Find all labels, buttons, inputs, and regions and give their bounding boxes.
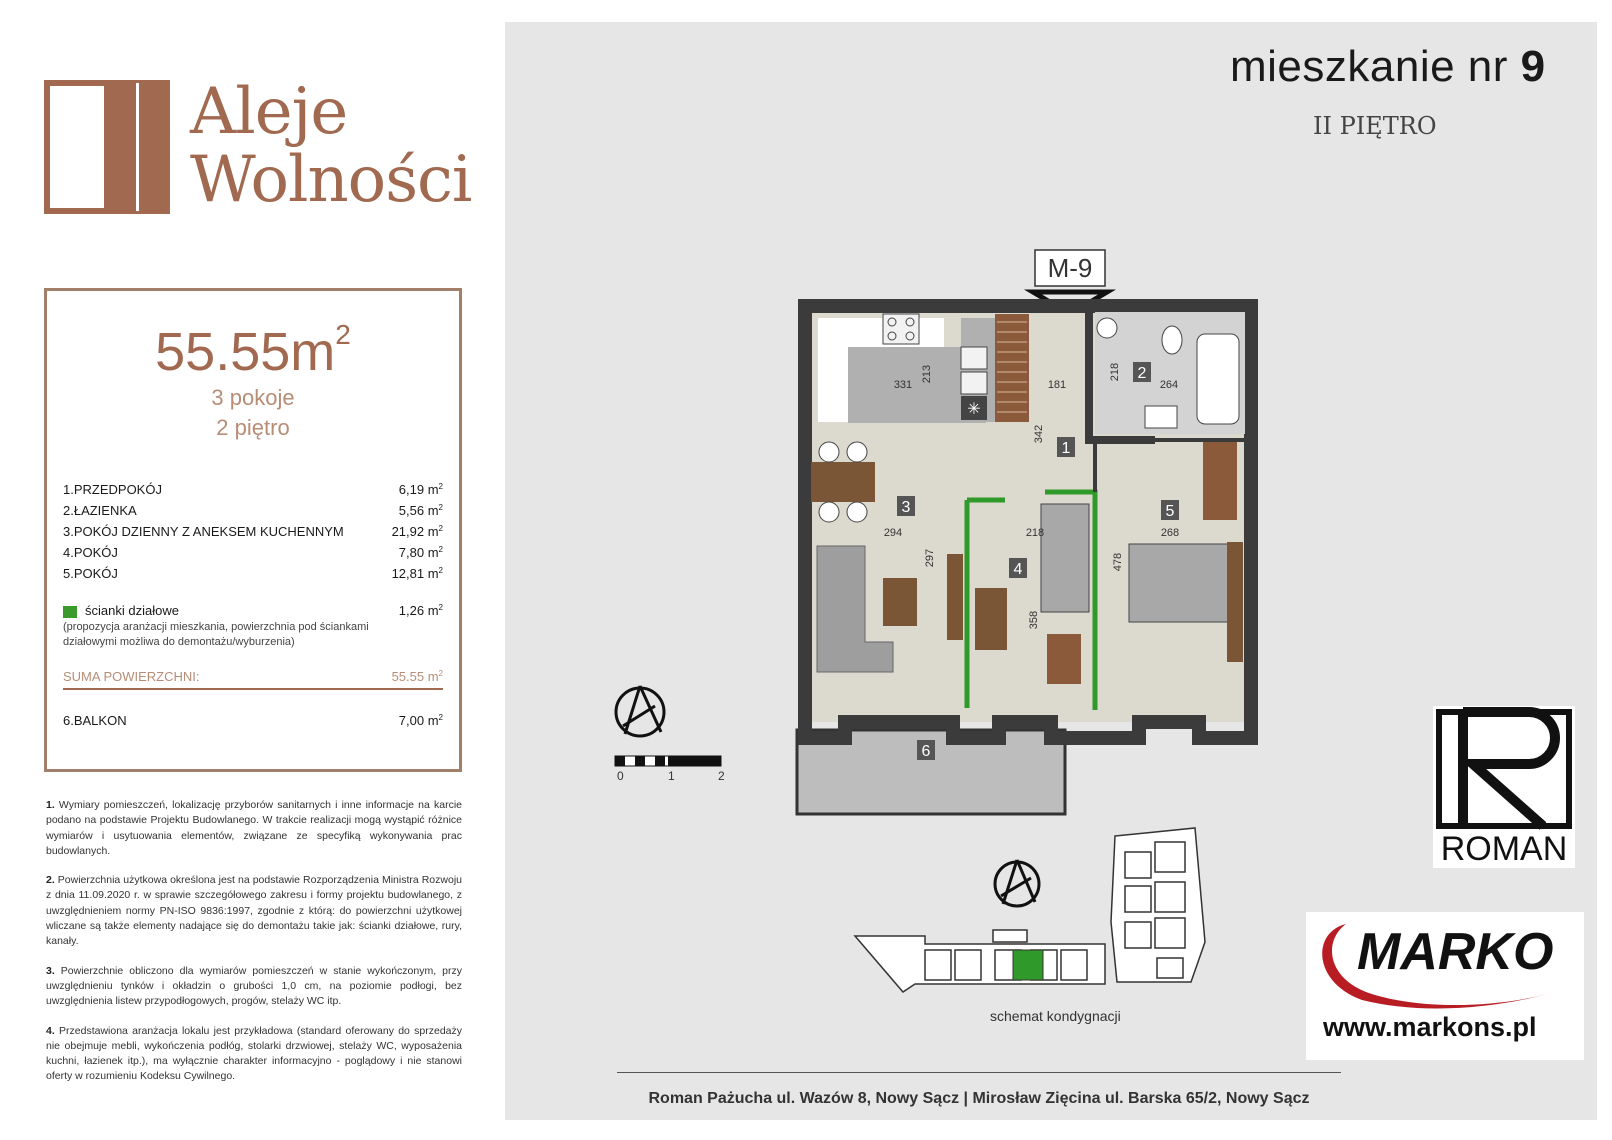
room-number-5: 5	[1165, 503, 1175, 520]
toilet-icon	[1162, 326, 1182, 354]
room-area	[399, 503, 443, 518]
coffee-table-icon	[883, 578, 917, 626]
total-area	[47, 321, 459, 383]
room-number-3: 3	[901, 499, 911, 516]
partition-walls-area	[399, 603, 443, 618]
room-area	[399, 545, 443, 560]
wardrobe-icon	[995, 314, 1029, 422]
room-area-value: 7,80 m	[398, 545, 439, 560]
total-area-value: 55.55m	[155, 322, 336, 382]
room-label: 1.PRZEDPOKÓJ	[63, 482, 162, 497]
note-1	[46, 798, 462, 859]
apartment-number: 9	[1520, 42, 1546, 91]
washing-machine-icon	[1097, 318, 1117, 338]
room-number-1: 1	[1061, 440, 1071, 457]
summary-box	[44, 288, 462, 772]
note-text: Powierzchnia użytkowa określona jest na podstawie Rozporządzenia Ministra Rozwoju z dnia 11.09.2020 r. w sprawie szczegółowego zakresu i formy projektu budowlanego, z uwzględnieniem normy PN-ISO 9836:1997, zgodnie z którą: do powierzchni użytkowej wliczane są także elementy nadające się do demontażu takie jak: ścianki działowe, rury, kanały.	[46, 874, 462, 948]
shelf-icon	[1047, 634, 1081, 684]
total-area-unit-sup: 2	[335, 319, 351, 350]
room-row	[63, 479, 443, 500]
room-area-value: 6,19 m	[398, 482, 439, 497]
note-number: 3.	[46, 964, 55, 977]
bathtub-icon	[1197, 334, 1239, 424]
balcony-area	[399, 713, 443, 728]
balcony-label: 6.BALKON	[63, 713, 127, 728]
dimension-label: 294	[883, 527, 903, 539]
dimension-label: 213	[921, 364, 933, 384]
balcony-area-sup: 2	[438, 713, 443, 722]
footer-divider	[617, 1072, 1341, 1073]
room-area-value: 5,56 m	[398, 503, 439, 518]
dishwasher-icon	[961, 372, 987, 394]
note-number: 2.	[46, 874, 55, 887]
room-label: 4.POKÓJ	[63, 545, 118, 560]
dimension-label: 358	[1028, 610, 1040, 630]
room-row	[63, 563, 443, 584]
total-sum-sup: 2	[438, 669, 443, 678]
partition-walls	[63, 603, 443, 650]
double-bed-icon	[1129, 544, 1241, 622]
schema-north-arrow-icon	[995, 860, 1039, 906]
rooms-count: 3 pokoje	[211, 385, 295, 410]
room-number-6: 6	[921, 743, 931, 760]
marko-url: www.markons.pl	[1323, 1012, 1537, 1042]
svg-text:✳: ✳	[967, 401, 981, 418]
total-sum-area	[392, 669, 443, 684]
dimension-label: 342	[1033, 424, 1045, 444]
note-text: Wymiary pomieszczeń, lokalizację przyborów sanitarnych i inne informacje na karcie podano na podstawie Projektu Budowlanego. W trakcie realizacji mogą wystąpić różnice wymiarów i usytuowania elementów, związane ze specyfiką wykonywania prac budowlanych.	[46, 799, 462, 857]
room-area-sup: 2	[438, 524, 443, 533]
room-area-sup: 2	[438, 482, 443, 491]
room-area-value: 12,81 m	[391, 566, 439, 581]
note-number: 4.	[46, 1024, 55, 1037]
sink-icon	[961, 347, 987, 369]
floor-label: II PIĘTRO	[1313, 112, 1437, 140]
partition-walls-area-value: 1,26 m	[398, 603, 439, 618]
schema-label: schemat kondygnacji	[990, 1008, 1121, 1024]
scale-bar	[615, 756, 725, 783]
room-row	[63, 500, 443, 521]
brand-name-line1: Aleje	[190, 75, 348, 149]
room-label: 5.POKÓJ	[63, 566, 118, 581]
unit-tag-label: M-9	[1047, 253, 1093, 283]
note-number: 1.	[46, 799, 55, 811]
partition-walls-area-sup: 2	[438, 603, 443, 612]
room-label: 2.ŁAZIENKA	[63, 503, 137, 518]
marko-logo-text: MARKO	[1357, 923, 1554, 981]
room-area-sup: 2	[438, 566, 443, 575]
dimension-label: 181	[1047, 379, 1067, 391]
room-area-sup: 2	[438, 545, 443, 554]
dimension-label: 478	[1112, 552, 1124, 572]
brand-logo-icon	[44, 80, 170, 214]
single-bed-icon	[1041, 504, 1089, 612]
dimension-label: 264	[1159, 379, 1179, 391]
note-text: Powierzchnie obliczono dla wymiarów pomieszczeń w stanie wykończonym, przy uwzględnieniu tynków i okładzin o grubości 1,0 cm, na poziomie podłogi, bez uwzględnienia listew przypodłogowych, progów, stelaży WC itp.	[46, 964, 462, 1008]
disclaimer-notes	[46, 798, 462, 1099]
cooktop-icon	[883, 314, 919, 344]
floor-level: 2 piętro	[216, 415, 290, 440]
note-4	[46, 1024, 462, 1085]
dining-table-icon	[811, 462, 875, 502]
scale-label: 0	[617, 769, 624, 783]
dimension-label: 268	[1160, 527, 1180, 539]
room-area	[392, 524, 443, 539]
wardrobe-2-icon	[1203, 440, 1237, 520]
room-area	[392, 566, 443, 581]
room-label: 3.POKÓJ DZIENNY Z ANEKSEM KUCHENNYM	[63, 524, 344, 539]
rooms-list	[63, 479, 443, 584]
partition-wall-swatch	[63, 606, 77, 618]
room-area	[399, 482, 443, 497]
roman-logo-text: ROMAN	[1440, 830, 1568, 868]
room-row	[63, 521, 443, 542]
desk-icon	[975, 588, 1007, 650]
partition-walls-label: ścianki działowe	[85, 603, 179, 618]
info-panel	[0, 0, 500, 1140]
footer-contact: Roman Pażucha ul. Wazów 8, Nowy Sącz | Mirosław Zięcina ul. Barska 65/2, Nowy Sącz	[648, 1090, 1310, 1107]
brand-name-line2: Wolności	[190, 143, 472, 217]
dimension-label: 218	[1025, 527, 1045, 539]
room-row	[63, 542, 443, 563]
total-sum-value: 55.55 m	[391, 669, 439, 684]
room-area-value: 21,92 m	[391, 524, 439, 539]
dimension-label: 297	[924, 548, 936, 568]
balcony-area-value: 7,00 m	[398, 713, 439, 728]
schema-highlight	[1013, 950, 1043, 980]
note-text: Przedstawiona aranżacja lokalu jest przykładowa (standard oferowany do sprzedaży nie obejmuje mebli, wykończenia podłóg, stolarki drzwiowej, stelaży WC, wyposażenia kuchni, łazienek itp.), ma wyłącznie charakter informacyjno - poglądowy i nie stanowi oferty w rozumieniu Kodeksu Cywilnego.	[46, 1024, 462, 1083]
scale-label: 2	[718, 769, 725, 783]
room-number-4: 4	[1013, 561, 1023, 578]
north-arrow-icon	[616, 686, 664, 736]
apartment-title-prefix: mieszkanie nr	[1230, 42, 1521, 91]
partition-walls-note: (propozycja aranżacji mieszkania, powierzchnia pod ściankami działowymi możliwa do demontażu/wyburzenia)	[63, 621, 369, 648]
washbasin-icon	[1145, 406, 1177, 428]
total-sum-label: SUMA POWIERZCHNI:	[63, 669, 200, 684]
dimension-label: 331	[893, 379, 913, 391]
scale-label: 1	[668, 769, 675, 783]
dimension-label: 218	[1109, 362, 1121, 382]
note-2	[46, 873, 462, 949]
room-area-sup: 2	[438, 503, 443, 512]
brand-name	[190, 75, 472, 217]
total-sum-row	[63, 669, 443, 690]
balcony-row	[63, 713, 443, 728]
note-3	[46, 964, 462, 1010]
plan-panel	[505, 22, 1597, 1120]
room-number-2: 2	[1137, 365, 1147, 382]
